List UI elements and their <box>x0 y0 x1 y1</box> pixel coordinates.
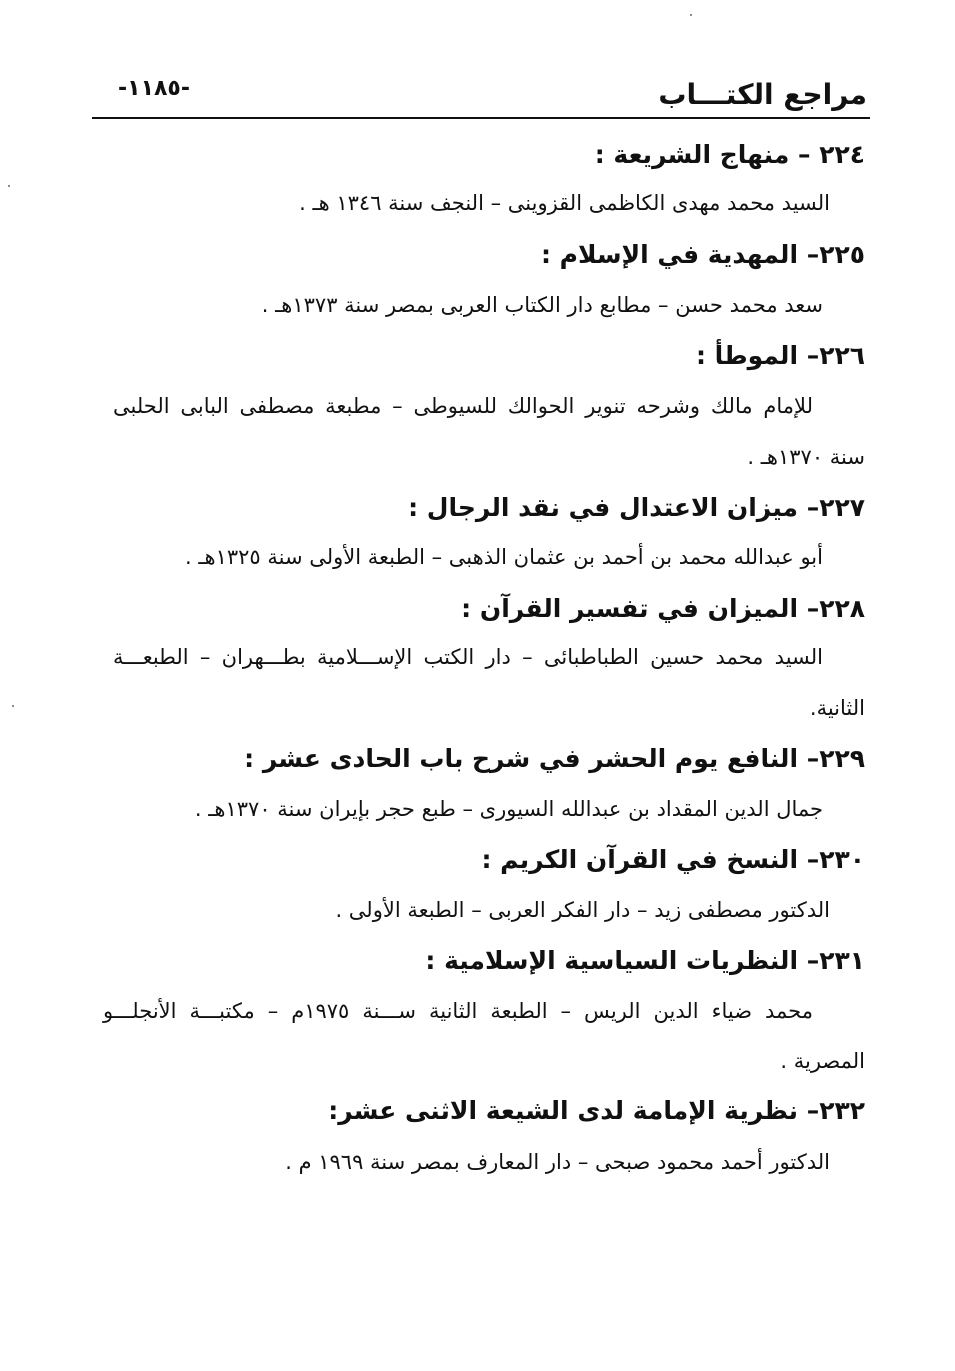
entry-line: سعد محمد حسن – مطابع دار الكتاب العربى بمصر سنة ١٣٧٣هـ . <box>261 293 823 317</box>
entry-line: للإمام مالك وشرحه تنوير الحوالك للسيوطى – مطبعة مصطفى البابى الحلبى <box>113 394 813 418</box>
entry-line: السيد محمد حسين الطباطبائى – دار الكتب الإســـلامية بطـــهران – الطبعـــة <box>113 645 823 669</box>
entry-title: ٢٣٠– النسخ في القرآن الكريم : <box>481 845 865 874</box>
entry-title: ٢٢٤ – منهاج الشريعة : <box>594 140 865 169</box>
entry-line: الدكتور أحمد محمود صبحى – دار المعارف بمصر سنة ١٩٦٩ م . <box>285 1150 830 1174</box>
entry-title: ٢٢٦– الموطأ : <box>695 341 865 370</box>
running-header-title: مراجع الكتـــاب <box>658 78 867 111</box>
entry-title: ٢٢٩– النافع يوم الحشر في شرح باب الحادى عشر : <box>244 744 865 773</box>
page-number: -١١٨٥- <box>118 76 190 101</box>
scan-speck <box>690 14 692 16</box>
entry-title: ٢٣١– النظريات السياسية الإسلامية : <box>425 946 865 975</box>
entry-title: ٢٢٥– المهدية في الإسلام : <box>540 240 865 269</box>
entry-line: المصرية . <box>780 1049 865 1073</box>
entry-line: السيد محمد مهدى الكاظمى القزوينى – النجف سنة ١٣٤٦ هـ . <box>299 191 830 215</box>
entry-title: ٢٢٨– الميزان في تفسير القرآن : <box>461 594 865 623</box>
entry-line: الدكتور مصطفى زيد – دار الفكر العربى – الطبعة الأولى . <box>335 898 830 922</box>
entry-line: أبو عبدالله محمد بن أحمد بن عثمان الذهبى – الطبعة الأولى سنة ١٣٢٥هـ . <box>184 545 823 569</box>
scan-speck <box>8 185 10 187</box>
scan-speck <box>12 705 14 707</box>
entry-title: ٢٣٢– نظرية الإمامة لدى الشيعة الاثنى عشر: <box>328 1096 865 1125</box>
header-divider <box>92 117 870 119</box>
entry-line: سنة ١٣٧٠هـ . <box>747 445 865 469</box>
entry-line: محمد ضياء الدين الريس – الطبعة الثانية ســـنة ١٩٧٥م – مكتبـــة الأنجلـــو <box>103 999 813 1023</box>
entry-line: الثانية. <box>809 696 865 720</box>
entry-title: ٢٢٧– ميزان الاعتدال في نقد الرجال : <box>408 493 865 522</box>
entry-line: جمال الدين المقداد بن عبدالله السيورى – طبع حجر بإيران سنة ١٣٧٠هـ . <box>194 797 823 821</box>
